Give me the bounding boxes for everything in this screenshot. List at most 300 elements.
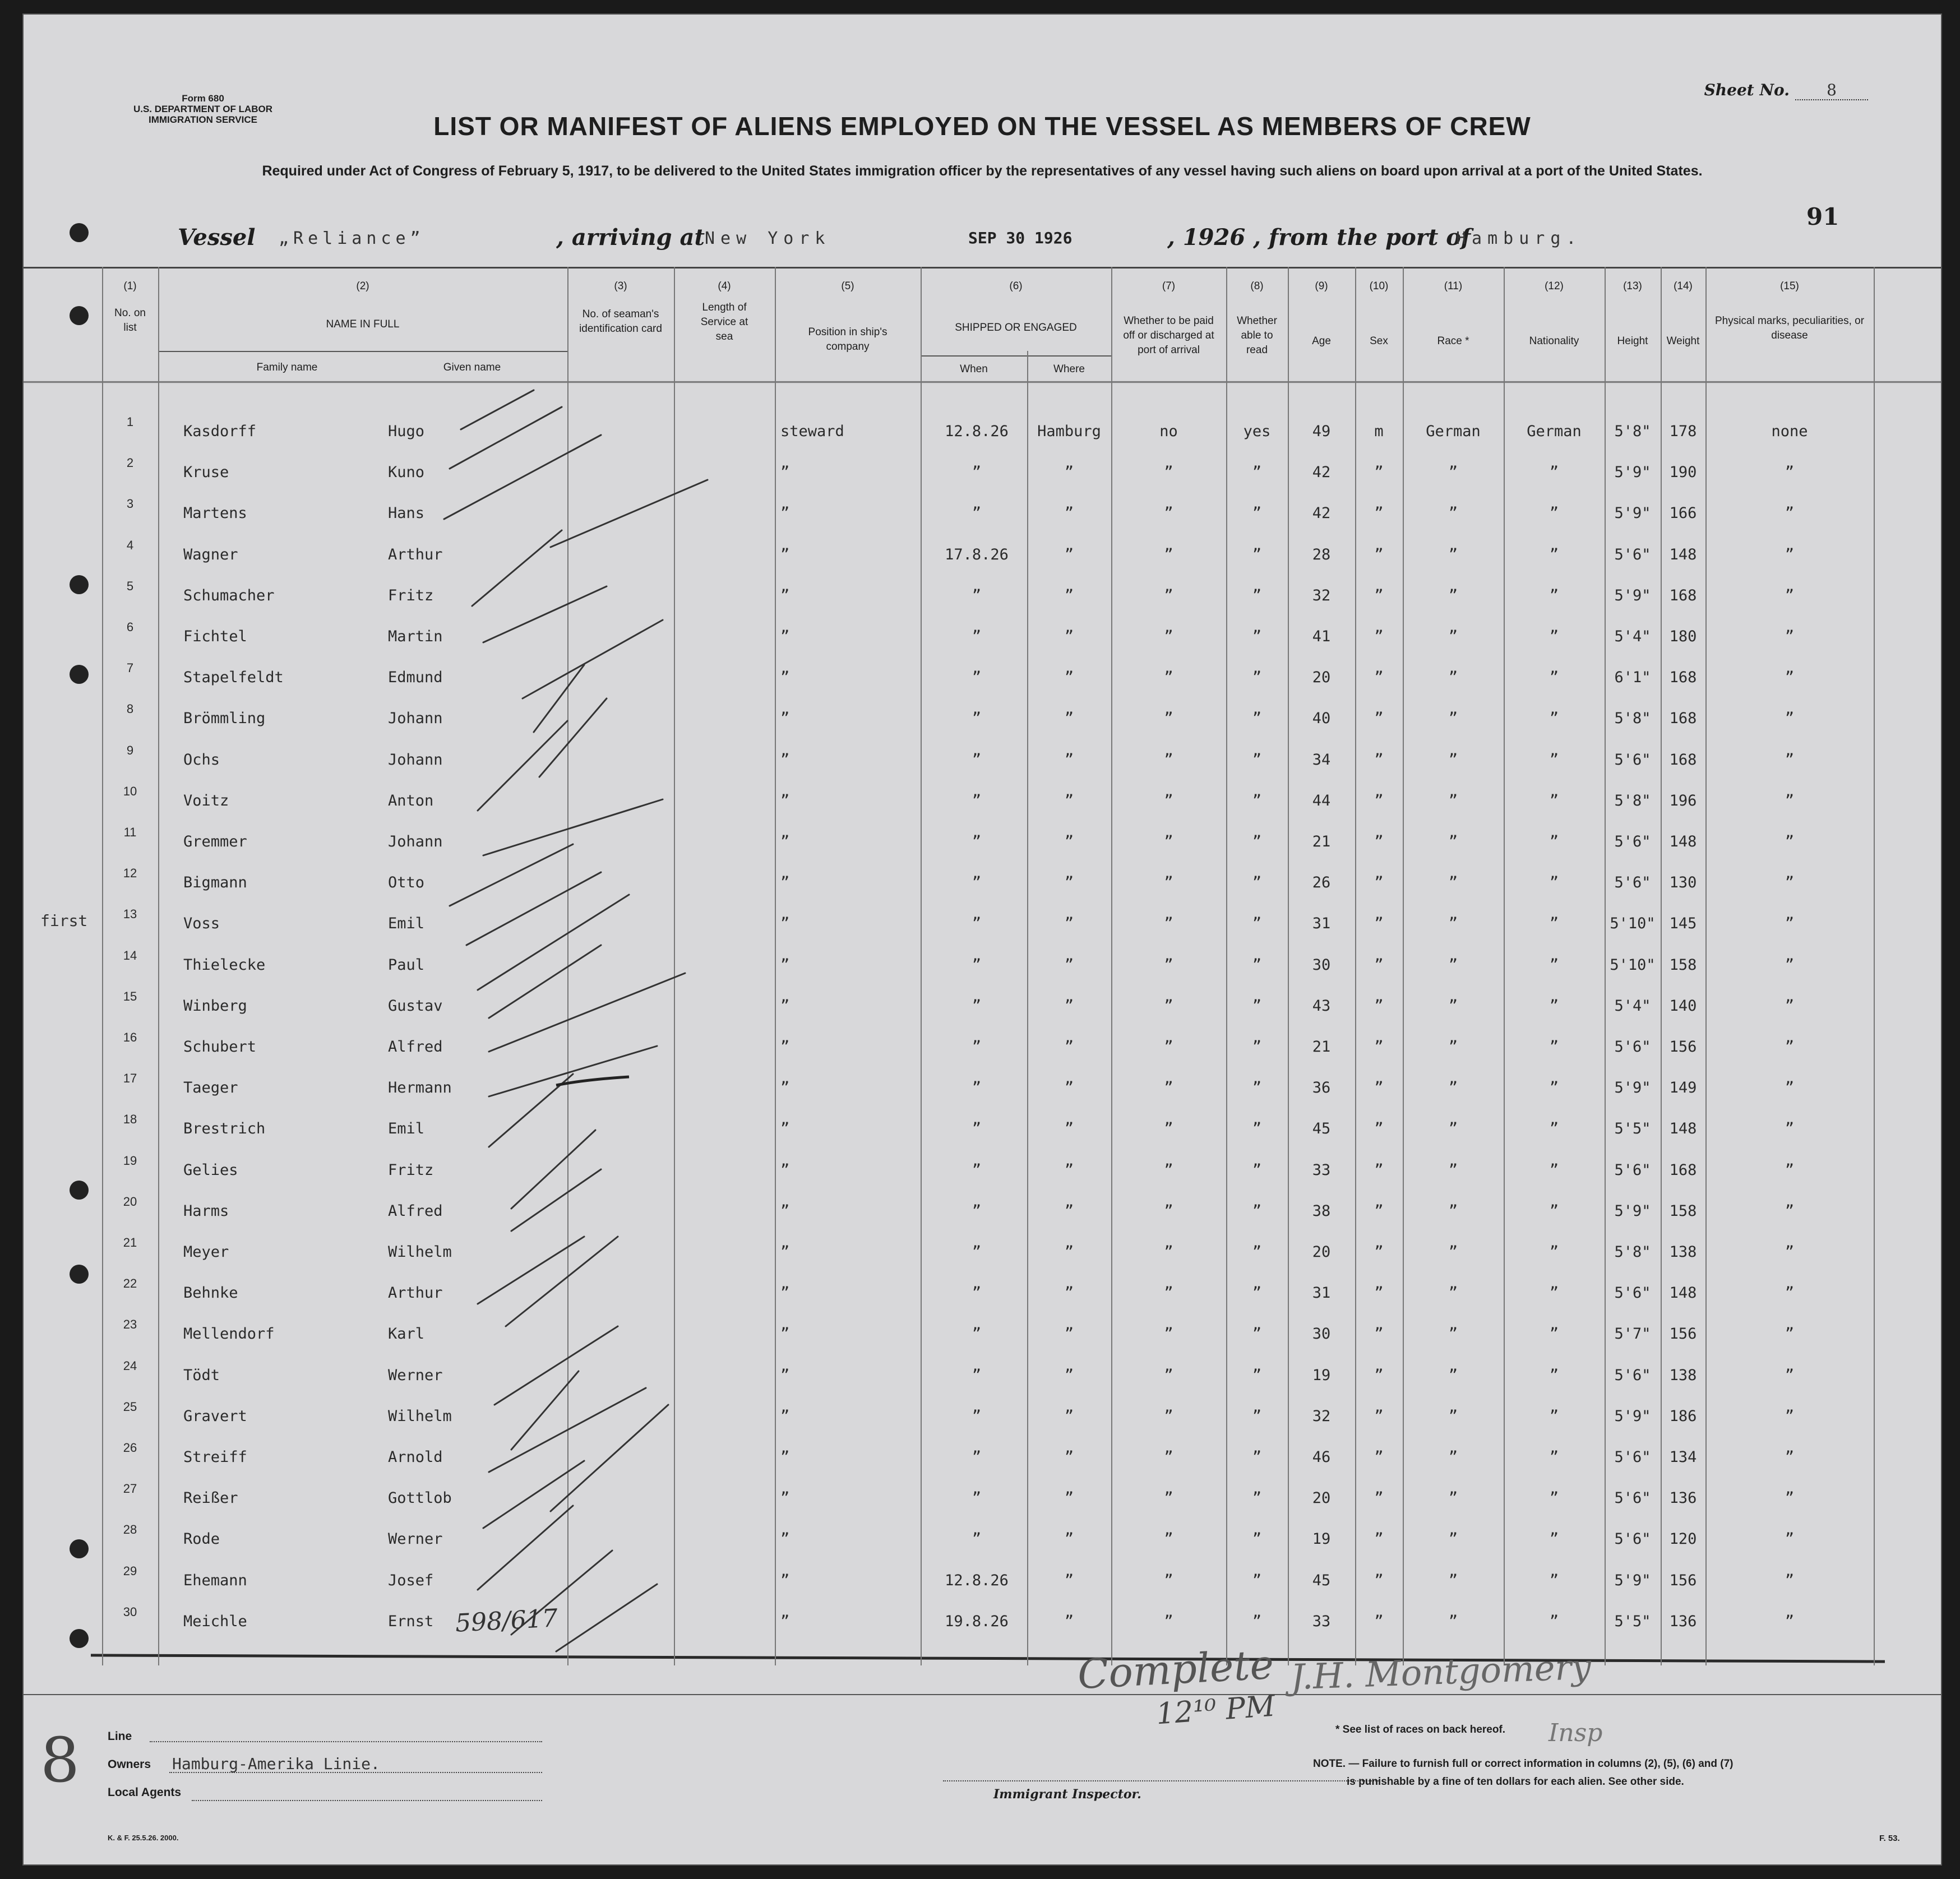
- table-row: [24, 1067, 1941, 1108]
- height: 5'9": [1614, 464, 1651, 482]
- paid-off: ”: [1164, 1571, 1173, 1589]
- given-name: Otto: [388, 874, 425, 892]
- family-name: Tödt: [183, 1366, 220, 1384]
- able-to-read: ”: [1252, 1038, 1262, 1056]
- shipped-where: ”: [1064, 1038, 1074, 1056]
- paid-off: ”: [1164, 669, 1173, 687]
- paid-off: ”: [1164, 1530, 1173, 1548]
- paid-off: ”: [1164, 1489, 1173, 1507]
- weight: 168: [1669, 669, 1697, 687]
- sex: ”: [1374, 1284, 1384, 1302]
- weight: 148: [1669, 1120, 1697, 1138]
- age: 20: [1312, 1489, 1331, 1507]
- inspector-title-annotation: Insp: [1548, 1719, 1603, 1747]
- shipped-where: ”: [1064, 1530, 1074, 1548]
- weight: 156: [1669, 1325, 1697, 1343]
- list-number: 1: [126, 415, 134, 429]
- family-name: Fichtel: [183, 628, 247, 645]
- list-number: 20: [123, 1194, 137, 1209]
- weight: 156: [1669, 1571, 1697, 1589]
- race: ”: [1448, 505, 1458, 522]
- nationality: ”: [1549, 710, 1559, 728]
- nationality: ”: [1549, 1284, 1559, 1302]
- col-head-marks: Physical marks, peculiarities, or disease: [1714, 315, 1865, 341]
- paid-off: ”: [1164, 792, 1173, 809]
- physical-marks: none: [1771, 423, 1808, 440]
- family-name: Harms: [183, 1202, 229, 1220]
- position: ”: [780, 751, 790, 769]
- paid-off: ”: [1164, 915, 1173, 933]
- position: ”: [780, 628, 790, 645]
- race: ”: [1448, 915, 1458, 933]
- physical-marks: ”: [1785, 464, 1795, 482]
- given-name: Gustav: [388, 997, 443, 1015]
- from-port: Hamburg.: [1456, 229, 1582, 248]
- position: ”: [780, 997, 790, 1015]
- nationality: ”: [1549, 1079, 1559, 1097]
- family-name: Brestrich: [183, 1120, 266, 1138]
- family-name: Reißer: [183, 1489, 238, 1507]
- age: 32: [1312, 586, 1331, 604]
- col-head-service: Length of Service at sea: [700, 302, 748, 343]
- weight: 178: [1669, 423, 1697, 440]
- physical-marks: ”: [1785, 1161, 1795, 1179]
- age: 36: [1312, 1079, 1331, 1097]
- given-name: Karl: [388, 1325, 425, 1343]
- table-row: [24, 1231, 1941, 1272]
- inspector-signature-line: [943, 1780, 1380, 1781]
- age: 38: [1312, 1202, 1331, 1220]
- col-num-2: (2): [356, 280, 369, 292]
- height: 5'6": [1614, 545, 1651, 563]
- shipped-where: ”: [1064, 1448, 1074, 1466]
- able-to-read: ”: [1252, 586, 1262, 604]
- shipped-when: ”: [972, 1161, 982, 1179]
- table-row: [24, 985, 1941, 1026]
- able-to-read: ”: [1252, 1161, 1262, 1179]
- weight: 148: [1669, 1284, 1697, 1302]
- list-number: 7: [126, 661, 134, 675]
- list-number: 29: [123, 1563, 137, 1578]
- age: 43: [1312, 997, 1331, 1015]
- col-head-when: When: [960, 363, 988, 375]
- paid-off: ”: [1164, 1407, 1173, 1425]
- list-number: 13: [123, 907, 137, 922]
- able-to-read: ”: [1252, 1079, 1262, 1097]
- list-number: 14: [123, 948, 137, 962]
- shipped-when: ”: [972, 1284, 982, 1302]
- height: 5'5": [1614, 1120, 1651, 1138]
- sex: ”: [1374, 1038, 1384, 1056]
- nationality: ”: [1549, 956, 1559, 974]
- sex: ”: [1374, 1120, 1384, 1138]
- owners-value: Hamburg-Amerika Linie.: [172, 1755, 380, 1773]
- able-to-read: ”: [1252, 1448, 1262, 1466]
- table-row: [24, 944, 1941, 985]
- family-name: Meichle: [183, 1612, 247, 1630]
- col-num-9: (9): [1315, 280, 1328, 292]
- height: 5'9": [1614, 1407, 1651, 1425]
- list-number: 16: [123, 1030, 137, 1044]
- col-num-12: (12): [1545, 280, 1564, 292]
- race: ”: [1448, 1243, 1458, 1261]
- able-to-read: ”: [1252, 1612, 1262, 1630]
- shipped-when: ”: [972, 586, 982, 604]
- nationality: ”: [1549, 628, 1559, 645]
- position: ”: [780, 1612, 790, 1630]
- inspector-signature: J.H. Montgomery: [1289, 1646, 1592, 1698]
- family-name: Schubert: [183, 1038, 257, 1056]
- family-name: Schumacher: [183, 586, 275, 604]
- races-note: * See list of races on back hereof.: [1335, 1724, 1506, 1735]
- family-name: Gremmer: [183, 833, 247, 850]
- sex: ”: [1374, 1612, 1384, 1630]
- age: 40: [1312, 710, 1331, 728]
- table-row: [24, 410, 1941, 451]
- position: ”: [780, 464, 790, 482]
- shipped-when: 19.8.26: [945, 1612, 1009, 1630]
- shipped-where: ”: [1064, 1571, 1074, 1589]
- table-row: [24, 575, 1941, 615]
- paid-off: ”: [1164, 545, 1173, 563]
- sex: ”: [1374, 1530, 1384, 1548]
- list-number: 26: [123, 1441, 137, 1455]
- shipped-where: ”: [1064, 997, 1074, 1015]
- given-name: Wilhelm: [388, 1243, 452, 1261]
- given-name: Alfred: [388, 1038, 443, 1056]
- shipped-when: ”: [972, 997, 982, 1015]
- nationality: ”: [1549, 874, 1559, 892]
- weight: 130: [1669, 874, 1697, 892]
- nationality: ”: [1549, 1325, 1559, 1343]
- given-name: Arnold: [388, 1448, 443, 1466]
- age: 33: [1312, 1612, 1331, 1630]
- sex: ”: [1374, 792, 1384, 809]
- nationality: ”: [1549, 586, 1559, 604]
- shipped-where: ”: [1064, 710, 1074, 728]
- table-row: [24, 1149, 1941, 1190]
- shipped-when: ”: [972, 1489, 982, 1507]
- race: ”: [1448, 628, 1458, 645]
- family-name: Voss: [183, 915, 220, 933]
- paid-off: ”: [1164, 505, 1173, 522]
- vessel-label: Vessel: [178, 224, 256, 251]
- position: steward: [780, 423, 844, 440]
- table-row: [24, 739, 1941, 780]
- age: 28: [1312, 545, 1331, 563]
- paid-off: ”: [1164, 464, 1173, 482]
- age: 34: [1312, 751, 1331, 769]
- race: ”: [1448, 751, 1458, 769]
- height: 5'10": [1610, 956, 1656, 974]
- age: 46: [1312, 1448, 1331, 1466]
- list-number: 10: [123, 784, 137, 798]
- weight: 149: [1669, 1079, 1697, 1097]
- physical-marks: ”: [1785, 628, 1795, 645]
- list-number: 8: [126, 702, 134, 716]
- family-name: Meyer: [183, 1243, 229, 1261]
- height: 5'10": [1610, 915, 1656, 933]
- agents-field: [192, 1800, 542, 1801]
- height: 5'6": [1614, 874, 1651, 892]
- given-name: Johann: [388, 751, 443, 769]
- shipped-when: ”: [972, 710, 982, 728]
- col-num-11: (11): [1444, 280, 1463, 292]
- shipped-when: ”: [972, 1407, 982, 1425]
- shipped-where: ”: [1064, 1366, 1074, 1384]
- position: ”: [780, 1448, 790, 1466]
- height: 5'7": [1614, 1325, 1651, 1343]
- col-head-shipped: SHIPPED OR ENGAGED: [955, 322, 1077, 334]
- weight: 148: [1669, 545, 1697, 563]
- table-row: [24, 656, 1941, 697]
- given-name: Arthur: [388, 1284, 443, 1302]
- able-to-read: ”: [1252, 956, 1262, 974]
- able-to-read: ”: [1252, 833, 1262, 850]
- nationality: ”: [1549, 1161, 1559, 1179]
- family-name: Stapelfeldt: [183, 669, 284, 687]
- physical-marks: ”: [1785, 1612, 1795, 1630]
- weight: 190: [1669, 464, 1697, 482]
- shipped-when: ”: [972, 1448, 982, 1466]
- family-name: Mellendorf: [183, 1325, 275, 1343]
- col-head-position: Position in ship's company: [808, 326, 887, 353]
- shipped-where: ”: [1064, 1120, 1074, 1138]
- weight: 136: [1669, 1489, 1697, 1507]
- physical-marks: ”: [1785, 997, 1795, 1015]
- physical-marks: ”: [1785, 1202, 1795, 1220]
- race: ”: [1448, 956, 1458, 974]
- nationality: ”: [1549, 751, 1559, 769]
- able-to-read: ”: [1252, 505, 1262, 522]
- height: 5'6": [1614, 1038, 1651, 1056]
- shipped-when: ”: [972, 1079, 982, 1097]
- family-name: Martens: [183, 505, 247, 522]
- list-number: 18: [123, 1112, 137, 1127]
- page-title: LIST OR MANIFEST OF ALIENS EMPLOYED ON THE VESSEL AS MEMBERS OF CREW: [433, 112, 1531, 141]
- paid-off: ”: [1164, 1161, 1173, 1179]
- shipped-where: ”: [1064, 628, 1074, 645]
- race: ”: [1448, 669, 1458, 687]
- family-name: Streiff: [183, 1448, 247, 1466]
- service-name: IMMIGRATION SERVICE: [149, 114, 257, 125]
- year-from-label: , 1926 , from the port of: [1167, 224, 1471, 251]
- list-number: 25: [123, 1399, 137, 1414]
- position: ”: [780, 710, 790, 728]
- paid-off: ”: [1164, 1120, 1173, 1138]
- family-name: Thielecke: [183, 956, 266, 974]
- age: 30: [1312, 1325, 1331, 1343]
- family-name: Kruse: [183, 464, 229, 482]
- manifest-sheet: [22, 13, 1942, 1866]
- race: ”: [1448, 1202, 1458, 1220]
- height: 5'6": [1614, 1161, 1651, 1179]
- race: ”: [1448, 1366, 1458, 1384]
- shipped-when: ”: [972, 1530, 982, 1548]
- able-to-read: ”: [1252, 915, 1262, 933]
- given-name: Gottlob: [388, 1489, 452, 1507]
- able-to-read: ”: [1252, 628, 1262, 645]
- shipped-where: ”: [1064, 1202, 1074, 1220]
- physical-marks: ”: [1785, 1079, 1795, 1097]
- list-number: 12: [123, 866, 137, 881]
- race: ”: [1448, 792, 1458, 809]
- arriving-port: New York: [705, 229, 831, 248]
- col-head-no: No. on list: [114, 307, 146, 334]
- table-row: [24, 492, 1941, 533]
- weight: 168: [1669, 751, 1697, 769]
- shipped-when: ”: [972, 1243, 982, 1261]
- race: ”: [1448, 1038, 1458, 1056]
- shipped-when: ”: [972, 833, 982, 850]
- nationality: ”: [1549, 1571, 1559, 1589]
- family-name: Voitz: [183, 792, 229, 809]
- race: ”: [1448, 1489, 1458, 1507]
- physical-marks: ”: [1785, 545, 1795, 563]
- nationality: ”: [1549, 1038, 1559, 1056]
- shipped-where: ”: [1064, 792, 1074, 809]
- complete-annotation: Complete: [1076, 1640, 1275, 1698]
- able-to-read: ”: [1252, 464, 1262, 482]
- physical-marks: ”: [1785, 833, 1795, 850]
- race: ”: [1448, 1120, 1458, 1138]
- race: ”: [1448, 1571, 1458, 1589]
- sex: ”: [1374, 1571, 1384, 1589]
- punch-hole: [70, 223, 89, 242]
- sex: ”: [1374, 1079, 1384, 1097]
- paid-off: ”: [1164, 710, 1173, 728]
- shipped-where: ”: [1064, 505, 1074, 522]
- shipped-where: ”: [1064, 1489, 1074, 1507]
- nationality: ”: [1549, 1489, 1559, 1507]
- table-row: [24, 1477, 1941, 1518]
- physical-marks: ”: [1785, 1571, 1795, 1589]
- shipped-when: ”: [972, 464, 982, 482]
- position: ”: [780, 586, 790, 604]
- sex: ”: [1374, 628, 1384, 645]
- position: ”: [780, 505, 790, 522]
- given-name: Josef: [388, 1571, 434, 1589]
- given-name: Hermann: [388, 1079, 452, 1097]
- sex: ”: [1374, 915, 1384, 933]
- weight: 168: [1669, 1161, 1697, 1179]
- given-name: Johann: [388, 710, 443, 728]
- col-head-read: Whether able to read: [1237, 315, 1277, 356]
- sex: ”: [1374, 874, 1384, 892]
- sheet-number: [1704, 81, 1868, 100]
- table-row: [24, 821, 1941, 862]
- nationality: ”: [1549, 1243, 1559, 1261]
- table-row: [24, 451, 1941, 492]
- shipped-when: ”: [972, 751, 982, 769]
- weight: 134: [1669, 1448, 1697, 1466]
- shipped-when: ”: [972, 956, 982, 974]
- able-to-read: ”: [1252, 1120, 1262, 1138]
- col-head-nationality: Nationality: [1529, 335, 1579, 347]
- paid-off: ”: [1164, 628, 1173, 645]
- vessel-name: „Reliance”: [279, 229, 425, 248]
- table-row: [24, 1559, 1941, 1600]
- weight: 166: [1669, 505, 1697, 522]
- table-row: [24, 534, 1941, 575]
- family-name: Kasdorff: [183, 423, 257, 440]
- able-to-read: ”: [1252, 1571, 1262, 1589]
- list-number: 5: [126, 578, 134, 593]
- family-name: Taeger: [183, 1079, 238, 1097]
- given-name: Ernst: [388, 1612, 434, 1630]
- shipped-when: ”: [972, 915, 982, 933]
- height: 5'6": [1614, 833, 1651, 850]
- family-name: Brömmling: [183, 710, 266, 728]
- given-name: Werner: [388, 1530, 443, 1548]
- family-name: Ochs: [183, 751, 220, 769]
- race: ”: [1448, 586, 1458, 604]
- punch-hole: [70, 306, 89, 325]
- age: 44: [1312, 792, 1331, 809]
- list-number: 2: [126, 456, 134, 470]
- table-row: [24, 1190, 1941, 1231]
- physical-marks: ”: [1785, 710, 1795, 728]
- shipped-where: ”: [1064, 874, 1074, 892]
- sex: ”: [1374, 1407, 1384, 1425]
- physical-marks: ”: [1785, 1284, 1795, 1302]
- weight: 158: [1669, 956, 1697, 974]
- age: 32: [1312, 1407, 1331, 1425]
- shipped-when: ”: [972, 628, 982, 645]
- position: ”: [780, 1079, 790, 1097]
- physical-marks: ”: [1785, 915, 1795, 933]
- height: 5'6": [1614, 751, 1651, 769]
- sex: ”: [1374, 956, 1384, 974]
- position: ”: [780, 1325, 790, 1343]
- paid-off: ”: [1164, 1284, 1173, 1302]
- check-marks: [416, 385, 719, 1674]
- paid-off: ”: [1164, 1202, 1173, 1220]
- physical-marks: ”: [1785, 1489, 1795, 1507]
- race: ”: [1448, 1079, 1458, 1097]
- sex: ”: [1374, 997, 1384, 1015]
- given-name: Alfred: [388, 1202, 443, 1220]
- age: 31: [1312, 1284, 1331, 1302]
- height: 5'8": [1614, 1243, 1651, 1261]
- position: ”: [780, 1284, 790, 1302]
- shipped-where: ”: [1064, 1407, 1074, 1425]
- header-bottom-border: [24, 381, 1941, 383]
- height: 5'6": [1614, 1284, 1651, 1302]
- printer-code: K. & F. 25.5.26. 2000.: [108, 1834, 179, 1842]
- position: ”: [780, 669, 790, 687]
- col-num-8: (8): [1250, 280, 1264, 292]
- weight: 145: [1669, 915, 1697, 933]
- paid-off: ”: [1164, 1079, 1173, 1097]
- shipped-where: ”: [1064, 586, 1074, 604]
- col-num-15: (15): [1780, 280, 1799, 292]
- sex: ”: [1374, 545, 1384, 563]
- physical-marks: ”: [1785, 1120, 1795, 1138]
- nationality: German: [1527, 423, 1582, 440]
- shipped-when: ”: [972, 792, 982, 809]
- shipped-where: Hamburg: [1037, 423, 1101, 440]
- paid-off: ”: [1164, 874, 1173, 892]
- sex: ”: [1374, 1489, 1384, 1507]
- list-number: 3: [126, 497, 134, 511]
- table-row: [24, 697, 1941, 738]
- nationality: ”: [1549, 792, 1559, 809]
- height: 5'6": [1614, 1489, 1651, 1507]
- shipped-when: ”: [972, 1038, 982, 1056]
- col-num-5: (5): [841, 280, 854, 292]
- given-name: Edmund: [388, 669, 443, 687]
